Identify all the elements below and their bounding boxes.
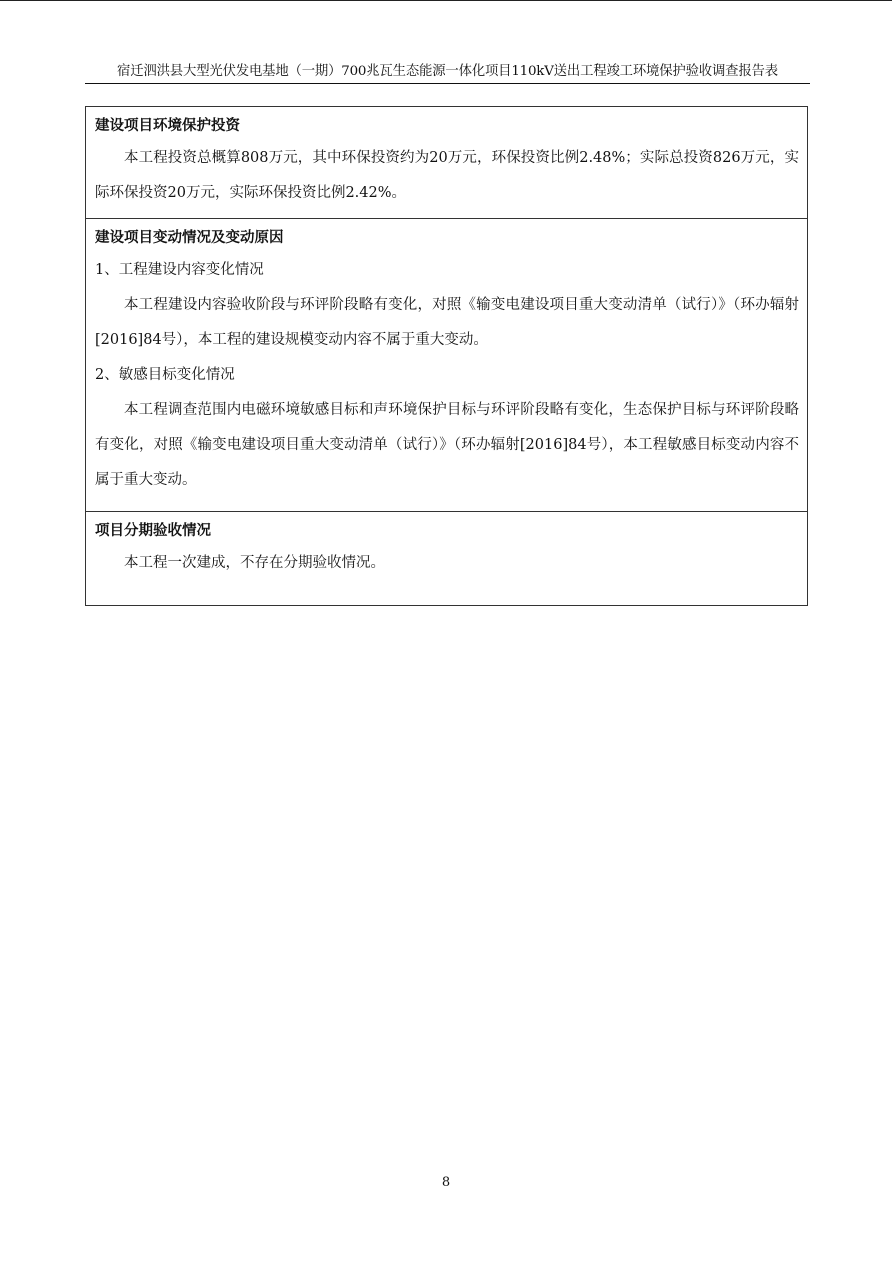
section-phased-acceptance: [86, 511, 807, 605]
subsection-heading-sensitive-targets: 2、敏感目标变化情况: [95, 367, 235, 383]
phased-acceptance-paragraph: 本工程一次建成，不存在分期验收情况。: [124, 555, 385, 571]
sensitive-targets-paragraph: 本工程调查范围内电磁环境敏感目标和声环境保护目标与环评阶段略有变化，生态保护目标与环评阶段略有变化，对照《输变电建设项目重大变动清单（试行）》（环办辐射[2016]84号），本工程敏感目标变动内容不属于重大变动。: [95, 402, 799, 488]
running-header: 宿迁泗洪县大型光伏发电基地（一期）700兆瓦生态能源一体化项目110kV送出工程竣工环境保护验收调查报告表: [117, 64, 778, 79]
section-project-changes: [86, 218, 807, 511]
section-title: 项目分期验收情况: [95, 523, 211, 539]
subsection-heading-construction: 1、工程建设内容变化情况: [95, 262, 264, 278]
section-title: 建设项目环境保护投资: [95, 118, 240, 134]
page-top-border: [0, 0, 892, 1]
report-table: [85, 106, 808, 606]
section-environmental-investment: [86, 107, 807, 218]
page-number: 8: [441, 1175, 451, 1190]
section-title: 建设项目变动情况及变动原因: [95, 230, 284, 246]
construction-change-paragraph: 本工程建设内容验收阶段与环评阶段略有变化，对照《输变电建设项目重大变动清单（试行）》（环办辐射[2016]84号），本工程的建设规模变动内容不属于重大变动。: [95, 297, 799, 348]
investment-paragraph: 本工程投资总概算808万元，其中环保投资约为20万元，环保投资比例2.48%；实际总投资826万元，实际环保投资20万元，实际环保投资比例2.42%。: [95, 150, 799, 201]
header-rule: [85, 83, 810, 84]
